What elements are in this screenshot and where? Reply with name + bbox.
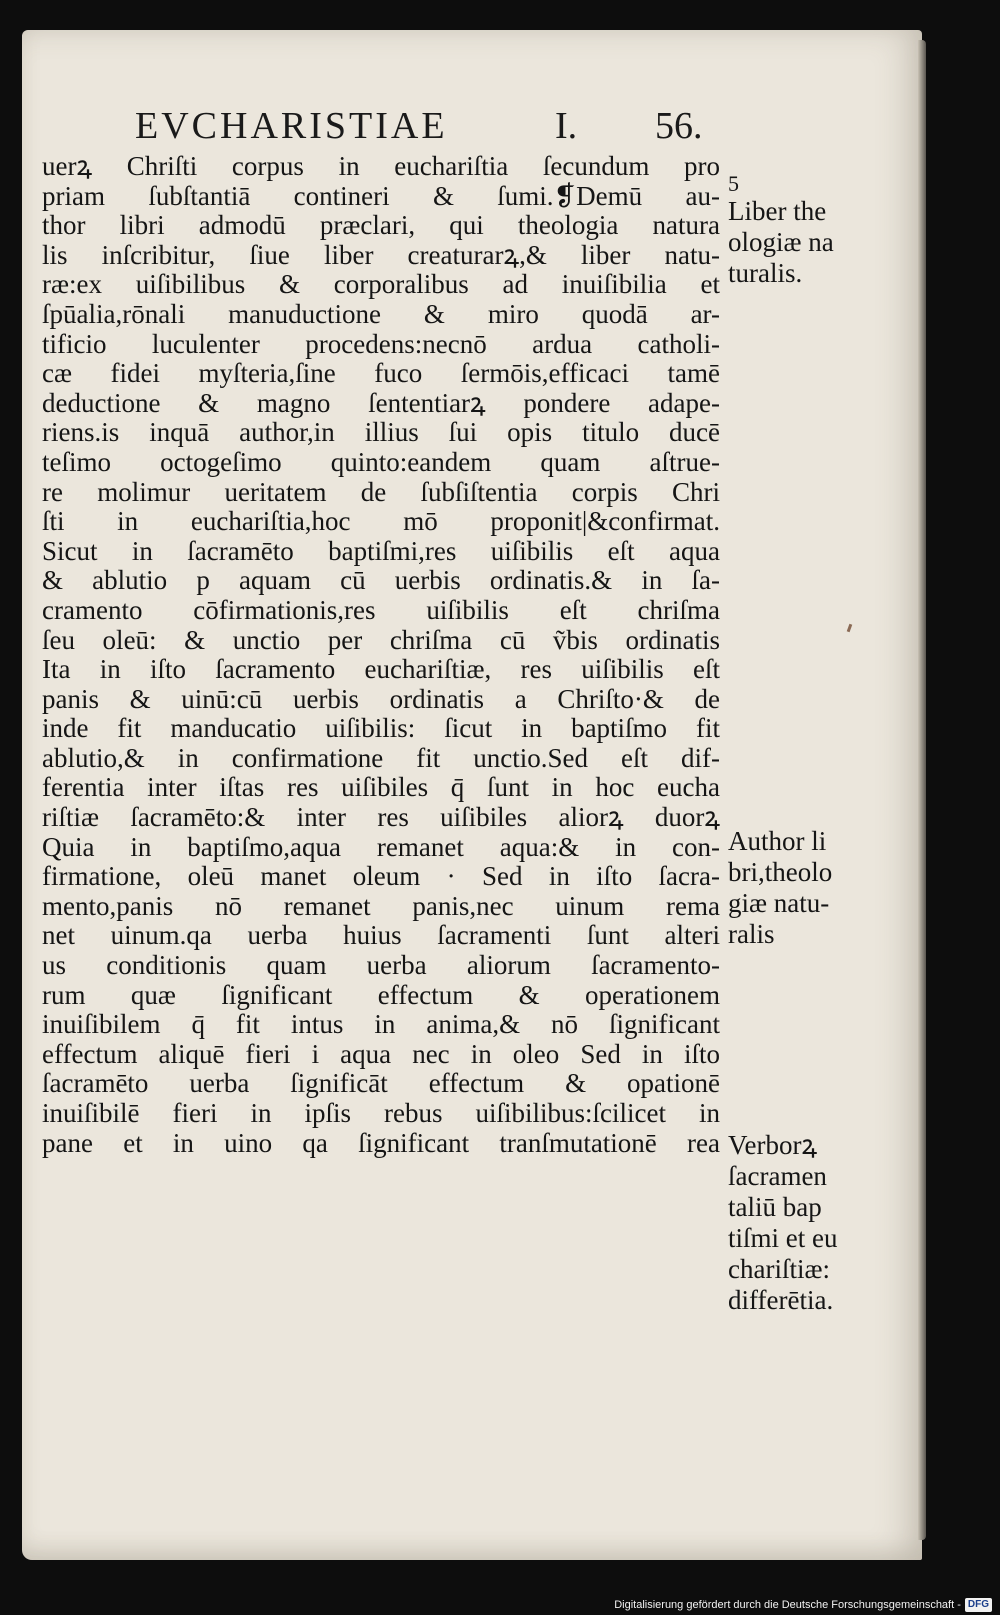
- page-header: [135, 104, 715, 154]
- text-line: panis & uinū:cū uerbis ordinatis a Chriſto·& de: [42, 684, 720, 714]
- text-line: uerꝝ Chriſti corpus in euchariſtia ſecundum pro: [42, 152, 720, 181]
- text-line: pane et in uino qa ſignificant tranſmutationē rea: [42, 1128, 720, 1158]
- page-edge: [918, 40, 926, 1540]
- marginal-number: 5: [728, 171, 739, 196]
- marginal-line: tiſmi et eu: [728, 1223, 838, 1253]
- text-line: re molimur ueritatem de ſubſiſtentia corpis Chri: [42, 477, 720, 507]
- text-line: effectum aliquē fieri i aqua nec in oleo Sed in iſto: [42, 1039, 720, 1069]
- marginal-note-liber-theologiae: [728, 172, 888, 289]
- text-line: deductione & magno ſententiarꝝ pondere adape-: [42, 388, 720, 418]
- text-line: ablutio,& in confirmatione fit unctio.Sed eſt dif-: [42, 743, 720, 773]
- marginal-note-author: [728, 826, 888, 950]
- folio-number: 56.: [655, 105, 703, 147]
- dfg-logo-icon: DFG: [965, 1598, 992, 1612]
- marginal-line: ralis: [728, 919, 775, 949]
- text-line: Sicut in ſacramēto baptiſmi,res uiſibilis eſt aqua: [42, 536, 720, 566]
- running-title: EVCHARISTIAE: [135, 105, 448, 147]
- text-line: riſtiæ ſacramēto:& inter res uiſibiles aliorꝝ duorꝝ: [42, 803, 720, 833]
- marginal-line: differētia.: [728, 1285, 834, 1315]
- text-line: us conditionis quam uerba aliorum ſacramento-: [42, 951, 720, 981]
- marginal-line: ologiæ na: [728, 227, 834, 257]
- text-line: firmatione, oleū manet oleum · Sed in iſto ſacra-: [42, 862, 720, 892]
- marginal-line: ſacramen: [728, 1161, 827, 1191]
- text-line: thor libri admodū præclari, qui theologia natura: [42, 211, 720, 241]
- text-line: ſeu oleū: & unctio per chriſma cū ṽbis ordinatis: [42, 625, 720, 655]
- section-number: I.: [555, 105, 578, 147]
- main-text-block: [42, 152, 720, 1158]
- text-line: rum quæ ſignificant effectum & operationem: [42, 980, 720, 1010]
- text-line: ſpūalia,rōnali manuductione & miro quodā ar-: [42, 299, 720, 329]
- text-line: ræ:ex uiſibilibus & corporalibus ad inuiſibilia et: [42, 270, 720, 300]
- text-line: cramento cōfirmationis,res uiſibilis eſt chriſma: [42, 595, 720, 625]
- footer-credit: Digitalisierung gefördert durch die Deutsche Forschungsgemeinschaft -: [614, 1599, 961, 1611]
- text-line: ſti in euchariſtia,hoc mō proponit|&confirmat.: [42, 507, 720, 537]
- text-line: inuiſibilem q̄ fit intus in anima,& nō ſignificant: [42, 1010, 720, 1040]
- text-line: ferentia inter iſtas res uiſibiles q̄ ſunt in hoc eucha: [42, 773, 720, 803]
- text-line: priam ſubſtantiā contineri & ſumi.❡Demū au-: [42, 181, 720, 211]
- text-line: inuiſibilē fieri in ipſis rebus uiſibilibus:ſcilicet in: [42, 1099, 720, 1128]
- text-line: cæ fidei myſteria,ſine fuco ſermōis,efficaci tamē: [42, 359, 720, 389]
- text-line: inde fit manducatio uiſibilis: ſicut in baptiſmo fit: [42, 714, 720, 744]
- marginal-line: taliū bap: [728, 1192, 822, 1222]
- marginal-note-verborum: [728, 1130, 888, 1316]
- marginal-line: chariſtiæ:: [728, 1254, 830, 1284]
- marginal-line: turalis.: [728, 258, 803, 288]
- text-line: Ita in iſto ſacramento euchariſtiæ, res uiſibilis eſt: [42, 655, 720, 685]
- marginal-line: Author li: [728, 826, 827, 856]
- text-line: riens.is inquā author,in illius ſui opis titulo ducē: [42, 418, 720, 448]
- text-line: ſacramēto uerba ſignificāt effectum & opationē: [42, 1069, 720, 1099]
- text-line: tificio luculenter procedens:necnō ardua catholi-: [42, 329, 720, 359]
- marginal-line: Verborꝝ: [728, 1130, 818, 1160]
- digitization-footer: [614, 1597, 992, 1613]
- text-line: net uinum.qa uerba huius ſacramenti ſunt alteri: [42, 921, 720, 951]
- text-line: lis inſcribitur, ſiue liber creaturarꝝ,& liber natu-: [42, 240, 720, 270]
- marginal-line: Liber the: [728, 196, 827, 226]
- marginal-line: bri,theolo: [728, 857, 833, 887]
- marginal-line: giæ natu-: [728, 888, 830, 918]
- text-line: teſimo octogeſimo quinto:eandem quam aſtrue-: [42, 447, 720, 477]
- text-line: Quia in baptiſmo,aqua remanet aqua:& in con-: [42, 832, 720, 862]
- text-line: mento,panis nō remanet panis,nec uinum rema: [42, 891, 720, 921]
- text-line: & ablutio p aquam cū uerbis ordinatis.& in ſa-: [42, 566, 720, 596]
